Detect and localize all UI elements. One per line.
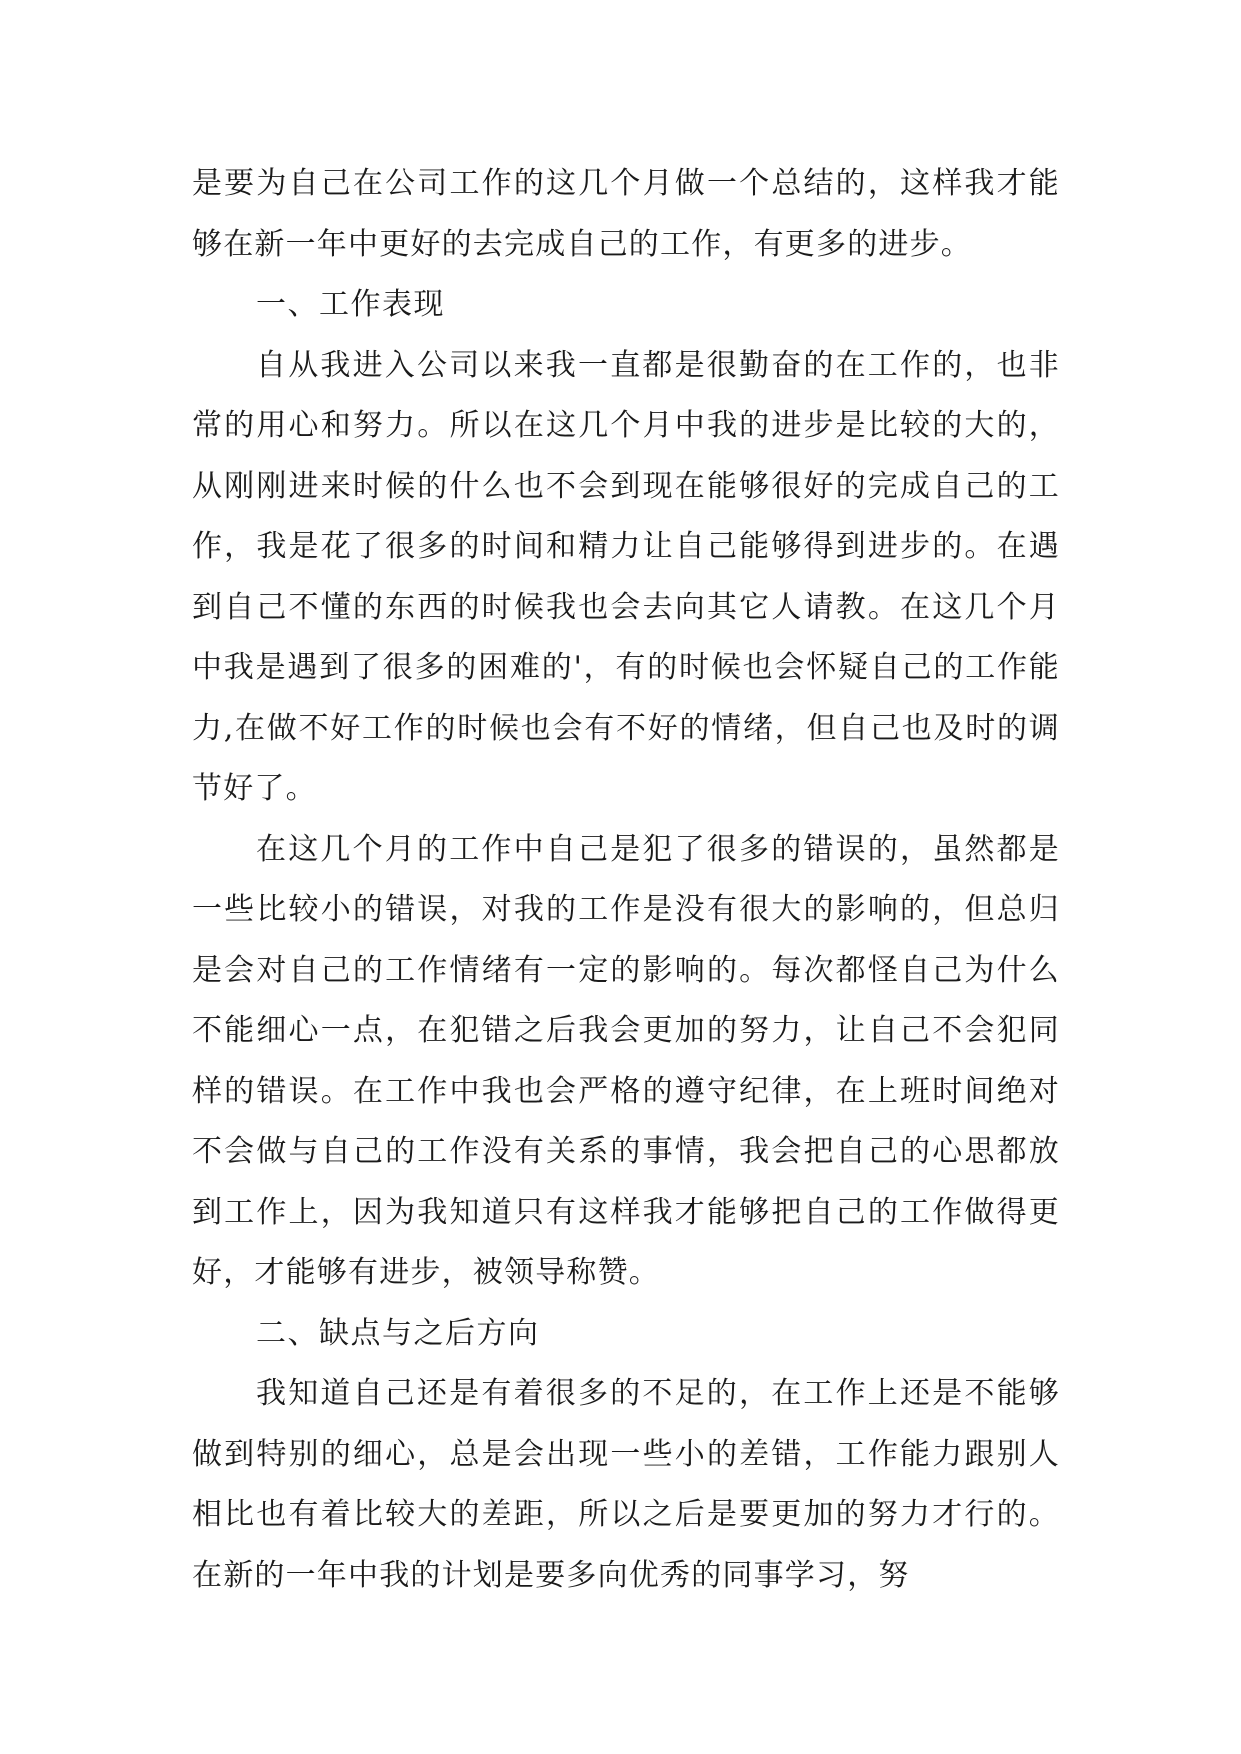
paragraph: 我知道自己还是有着很多的不足的，在工作上还是不能够做到特别的细心，总是会出现一些小的差错，工作能力跟别人相比也有着比较大的差距，所以之后是要更加的努力才行的。在新的一年中我的计划是要多向优秀的同事学习，努 xyxy=(192,1376,1060,1593)
paragraph: 在这几个月的工作中自己是犯了很多的错误的，虽然都是一些比较小的错误，对我的工作是没有很大的影响的，但总归是会对自己的工作情绪有一定的影响的。每次都怪自己为什么不能细心一点，在犯错之后我会更加的努力，让自己不会犯同样的错误。在工作中我也会严格的遵守纪律，在上班时间绝对不会做与自己的工作没有关系的事情，我会把自己的心思都放到工作上，因为我知道只有这样我才能够把自己的工作做得更好，才能够有进步，被领导称赞。 xyxy=(192,831,1060,1290)
paragraph-continued: 是要为自己在公司工作的这几个月做一个总结的，这样我才能够在新一年中更好的去完成自己的工作，有更多的进步。 xyxy=(192,166,1060,262)
paragraph: 自从我进入公司以来我一直都是很勤奋的在工作的，也非常的用心和努力。所以在这几个月中我的进步是比较的大的，从刚刚进来时候的什么也不会到现在能够很好的完成自己的工作，我是花了很多的时间和精力让自己能够得到进步的。在遇到自己不懂的东西的时候我也会去向其它人请教。在这几个月中我是遇到了很多的困难的'，有的时候也会怀疑自己的工作能力,在做不好工作的时候也会有不好的情绪，但自己也及时的调节好了。 xyxy=(192,347,1060,806)
section-heading-shortcomings-direction: 二、缺点与之后方向 xyxy=(256,1315,540,1351)
section-heading-work-performance: 一、工作表现 xyxy=(256,287,445,322)
document-body xyxy=(192,154,1060,1606)
